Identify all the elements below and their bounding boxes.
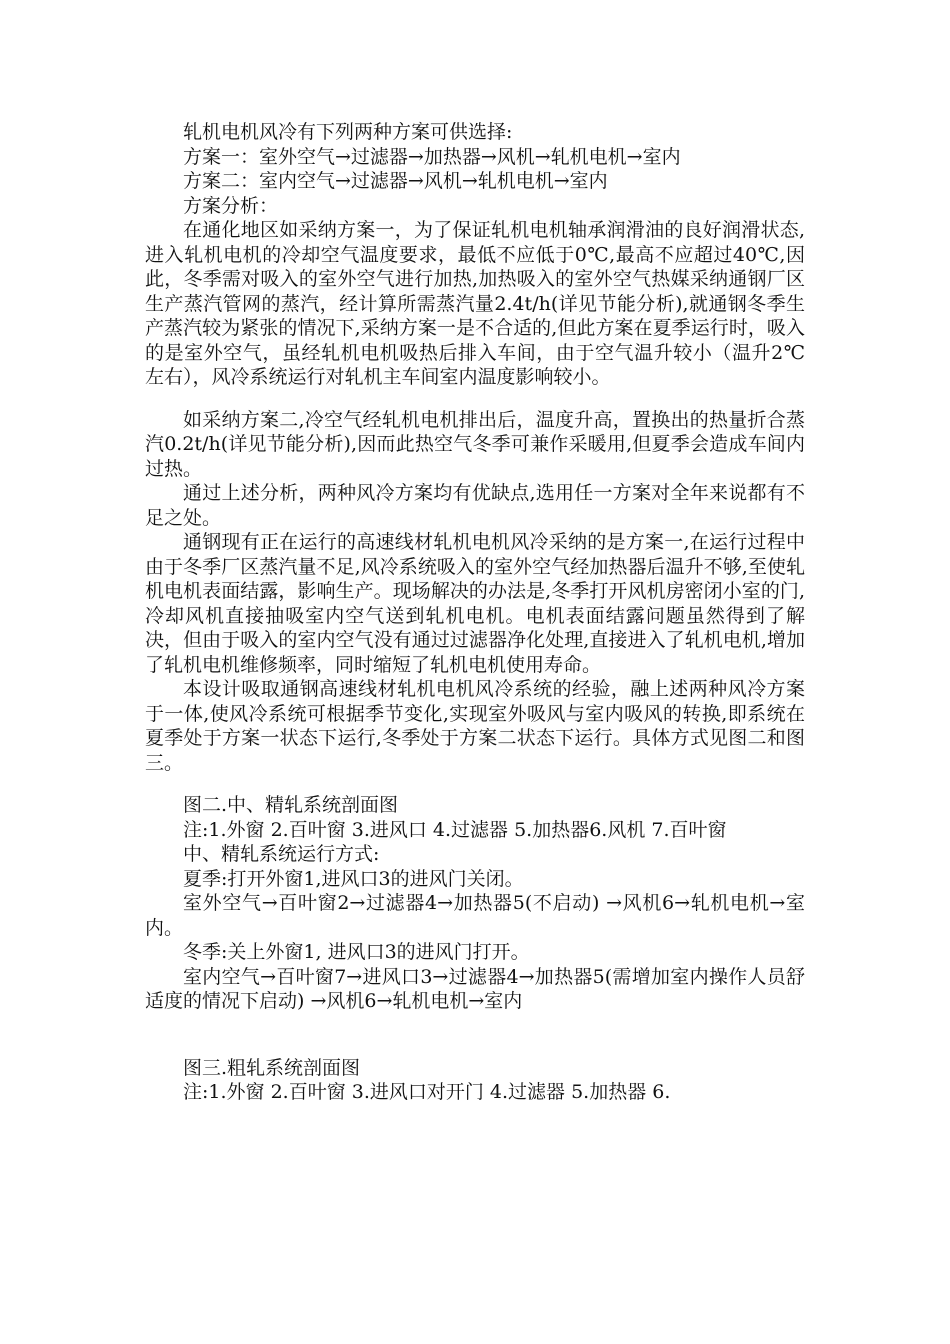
figure-two-summer: 夏季:打开外窗1,进风口3的进风门关闭。 (183, 867, 524, 890)
spacer (145, 775, 805, 793)
paragraph-existing-system: 通钢现有正在运行的高速线材轧机电机风冷采纳的是方案一,在运行过程中由于冬季厂区蒸汽量不足,风冷系统吸入的室外空气经加热器后温升不够,至使轧机电机表面结露，影响生产。现场解决的办法是,冬季打开风机房密闭小室的门,冷却风机直接抽吸室内空气送到轧机电机。电机表面结露问题虽然得到了解决，但由于吸入的室内空气没有通过过滤器净化处理,直接进入了轧机电机,增加了轧机电机维修频率，同时缩短了轧机电机使用寿命。 (145, 531, 805, 676)
paragraph-option-two: 方案二：室内空气→过滤器→风机→轧机电机→室内 (183, 170, 608, 192)
paragraph-analysis-option-one: 在通化地区如采纳方案一，为了保证轧机电机轴承润滑油的良好润滑状态,进入轧机电机的冷却空气温度要求，最低不应低于0℃,最高不应超过40℃,因此，冬季需对吸入的室外空气进行加热,加热吸入的室外空气热媒采纳通钢厂区生产蒸汽管网的蒸汽，经计算所需蒸汽量2.4t/h(详见节能分析),就通钢冬季生产蒸汽较为紧张的情况下,采纳方案一是不合适的,但此方案在夏季运行时，吸入的是室外空气，虽经轧机电机吸热后排入车间，由于空气温升较小（温升2℃左右），风冷系统运行对轧机主车间室内温度影响较小。 (145, 219, 805, 388)
paragraph-intro: 轧机电机风冷有下列两种方案可供选择: (183, 121, 513, 143)
spacer (145, 390, 805, 408)
paragraph-analysis-option-two: 如采纳方案二,冷空气经轧机电机排出后，温度升高，置换出的热量折合蒸汽0.2t/h(详见节能分析),因而此热空气冬季可兼作采暖用,但夏季会造成车间内过热。 (145, 408, 805, 480)
paragraph-analysis-heading: 方案分析： (183, 194, 279, 217)
figure-three-caption: 图三.粗轧系统剖面图 (183, 1056, 361, 1079)
figure-two-summer-flow: 室外空气→百叶窗2→过滤器4→加热器5(不启动) →风机6→轧机电机→室内。 (145, 892, 805, 939)
figure-two-winter: 冬季:关上外窗1, 进风口3的进风门打开。 (183, 941, 530, 963)
figure-two-operation-heading: 中、精轧系统运行方式: (183, 843, 380, 865)
figure-two-winter-flow: 室内空气→百叶窗7→进风口3→过滤器4→加热器5(需增加室内操作人员舒适度的情况下启动) →风机6→轧机电机→室内 (145, 965, 805, 1012)
figure-three-note: 注:1.外窗 2.百叶窗 3.进风口对开门 4.过滤器 5.加热器 6. (183, 1081, 671, 1103)
paragraph-design: 本设计吸取通钢高速线材轧机电机风冷系统的经验，融上述两种风冷方案于一体,使风冷系统可根据季节变化,实现室外吸风与室内吸风的转换,即系统在夏季处于方案一状态下运行,冬季处于方案二状态下运行。具体方式见图二和图三。 (145, 678, 805, 774)
paragraph-summary: 通过上述分析，两种风冷方案均有优缺点,选用任一方案对全年来说都有不足之处。 (145, 482, 805, 529)
figure-two-note: 注:1.外窗 2.百叶窗 3.进风口 4.过滤器 5.加热器6.风机 7.百叶窗 (183, 818, 727, 841)
spacer (145, 1014, 805, 1056)
paragraph-option-one: 方案一：室外空气→过滤器→加热器→风机→轧机电机→室内 (183, 145, 681, 168)
figure-two-caption: 图二.中、精轧系统剖面图 (183, 794, 399, 816)
document-body (145, 120, 805, 1105)
